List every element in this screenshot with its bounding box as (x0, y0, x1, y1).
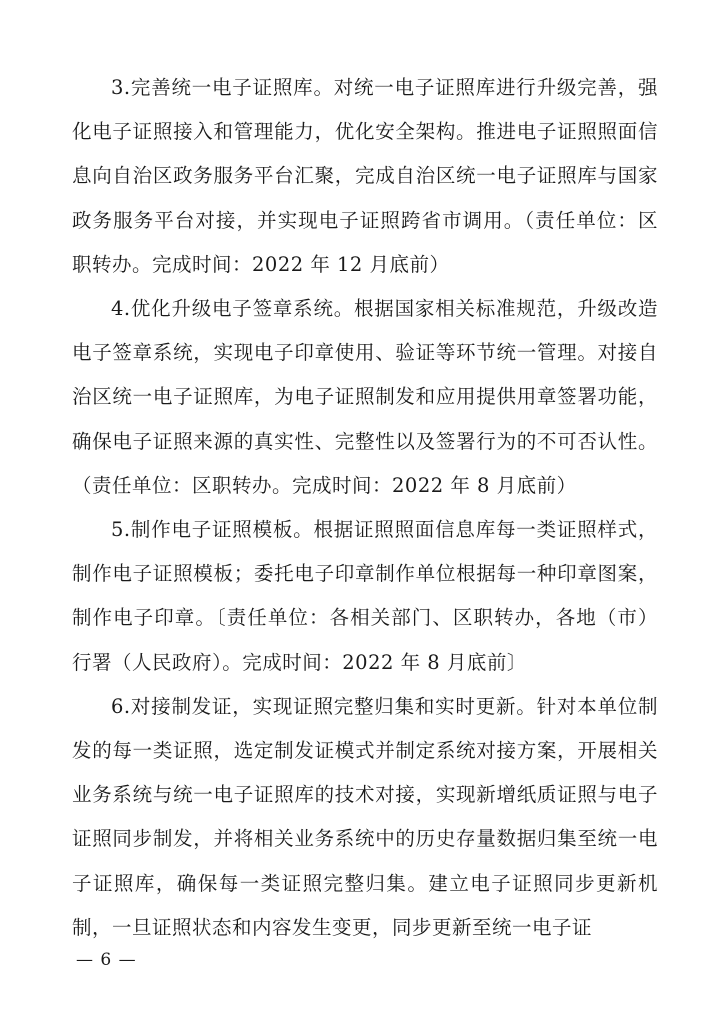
paragraph-item-4: 4.优化升级电子签章系统。根据国家相关标准规范，升级改造电子签章系统，实现电子印章使用、验证等环节统一管理。对接自治区统一电子证照库，为电子证照制发和应用提供用章签署功能，确保电子证照来源的真实性、完整性以及签署行为的不可否认性。（责任单位：区职转办。完成时间：2022 年 8 月底前） (72, 297, 658, 497)
paragraph-item-3: 3.完善统一电子证照库。对统一电子证照库进行升级完善，强化电子证照接入和管理能力，优化安全架构。推进电子证照照面信息向自治区政务服务平台汇聚，完成自治区统一电子证照库与国家政务服务平台对接，并实现电子证照跨省市调用。（责任单位：区职转办。完成时间：2022 年 12 月底前） (72, 76, 658, 276)
document-body (72, 66, 658, 950)
paragraph-item-6: 6.对接制发证，实现证照完整归集和实时更新。针对本单位制发的每一类证照，选定制发证模式并制定系统对接方案，开展相关业务系统与统一电子证照库的技术对接，实现新增纸质证照与电子证照同步制发，并将相关业务系统中的历史存量数据归集至统一电子证照库，确保每一类证照完整归集。建立电子证照同步更新机制，一旦证照状态和内容发生变更，同步更新至统一电子证 (72, 694, 658, 939)
paragraph-item-5: 5.制作电子证照模板。根据证照照面信息库每一类证照样式，制作电子证照模板；委托电子印章制作单位根据每一种印章图案，制作电子印章。〔责任单位：各相关部门、区职转办，各地（市）行署（人民政府）。完成时间：2022 年 8 月底前〕 (72, 518, 658, 674)
page-number: — 6 — (76, 950, 137, 970)
